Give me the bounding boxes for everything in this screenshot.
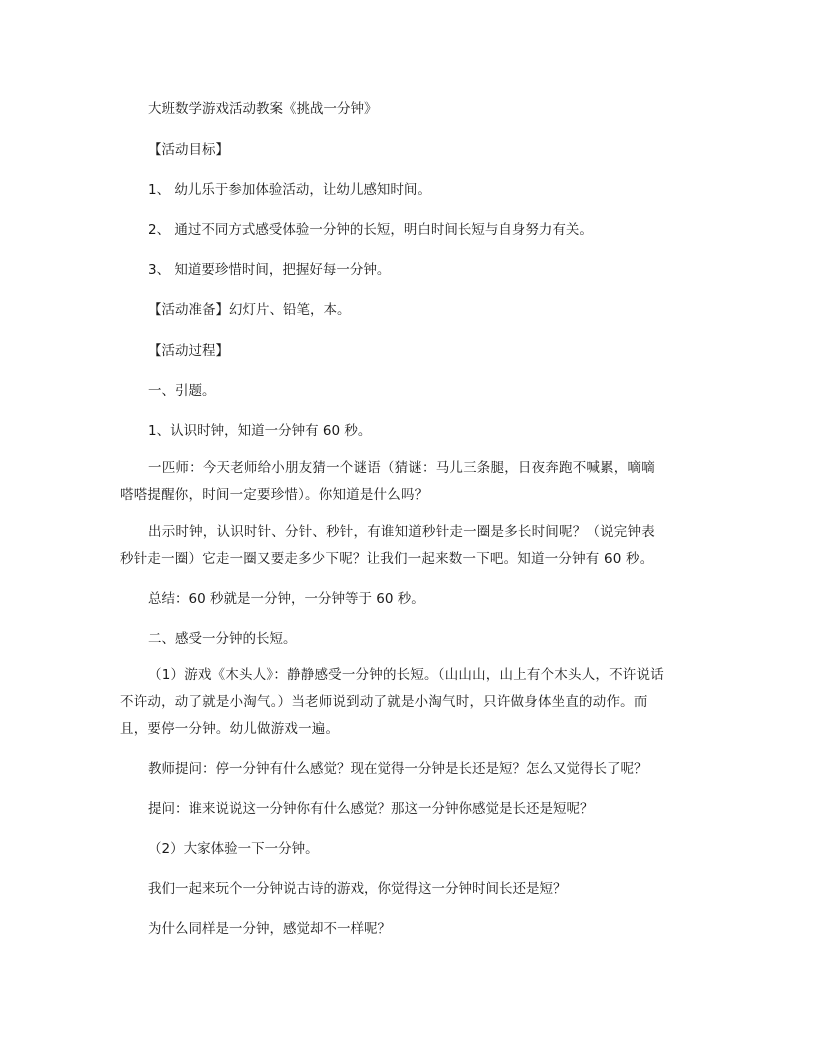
goals-heading: 【活动目标】 (148, 142, 229, 158)
goal-2: 2、 通过不同方式感受体验一分钟的长短，明白时间长短与自身努力有关。 (148, 222, 593, 238)
question-2: 提问：谁来说说这一分钟你有什么感觉？那这一分钟你感觉是长还是短呢？ (148, 801, 594, 817)
process-heading: 【活动过程】 (148, 343, 229, 359)
goal-3: 3、 知道要珍惜时间，把握好每一分钟。 (148, 262, 391, 278)
game-paragraph: （1）游戏《木头人》：静静感受一分钟的长短。（山山山，山上有个木头人，不许说话不许动，动了就是小淘气。）当老师说到动了就是小淘气时，只许做身体坐直的动作。而且，要停一分钟。幼儿做游戏一遍。 (120, 667, 664, 737)
step-1: 1、认识时钟，知道一分钟有 60 秒。 (148, 423, 372, 439)
why-line: 为什么同样是一分钟，感觉却不一样呢？ (148, 921, 391, 937)
document-title: 大班数学游戏活动教案《挑战一分钟》 (148, 101, 378, 117)
clock-paragraph: 出示时钟，认识时针、分针、秒针，有谁知道秒针走一圈是多长时间呢？（说完钟表秒针走一圈）它走一圈又要走多少下呢？让我们一起来数一下吧。知道一分钟有 60 秒。 (120, 524, 655, 567)
goal-1: 1、 幼儿乐于参加体验活动，让幼儿感知时间。 (148, 182, 431, 198)
section-1-heading: 一、引题。 (148, 383, 216, 399)
poem-line: 我们一起来玩个一分钟说古诗的游戏，你觉得这一分钟时间长还是短？ (148, 881, 567, 897)
summary-line: 总结：60 秒就是一分钟，一分钟等于 60 秒。 (148, 591, 425, 607)
riddle-paragraph: 一匹师：今天老师给小朋友猜一个谜语（猜谜：马儿三条腿，日夜奔跑不喊累，嘀嘀嗒嗒提醒你，时间一定要珍惜）。你知道是什么吗？ (120, 460, 655, 503)
item-2: （2）大家体验一下一分钟。 (148, 841, 319, 857)
section-2-heading: 二、感受一分钟的长短。 (148, 631, 297, 647)
preparation-line: 【活动准备】幻灯片、铅笔，本。 (148, 302, 351, 318)
teacher-question: 教师提问：停一分钟有什么感觉？现在觉得一分钟是长还是短？怎么又觉得长了呢？ (148, 761, 648, 777)
